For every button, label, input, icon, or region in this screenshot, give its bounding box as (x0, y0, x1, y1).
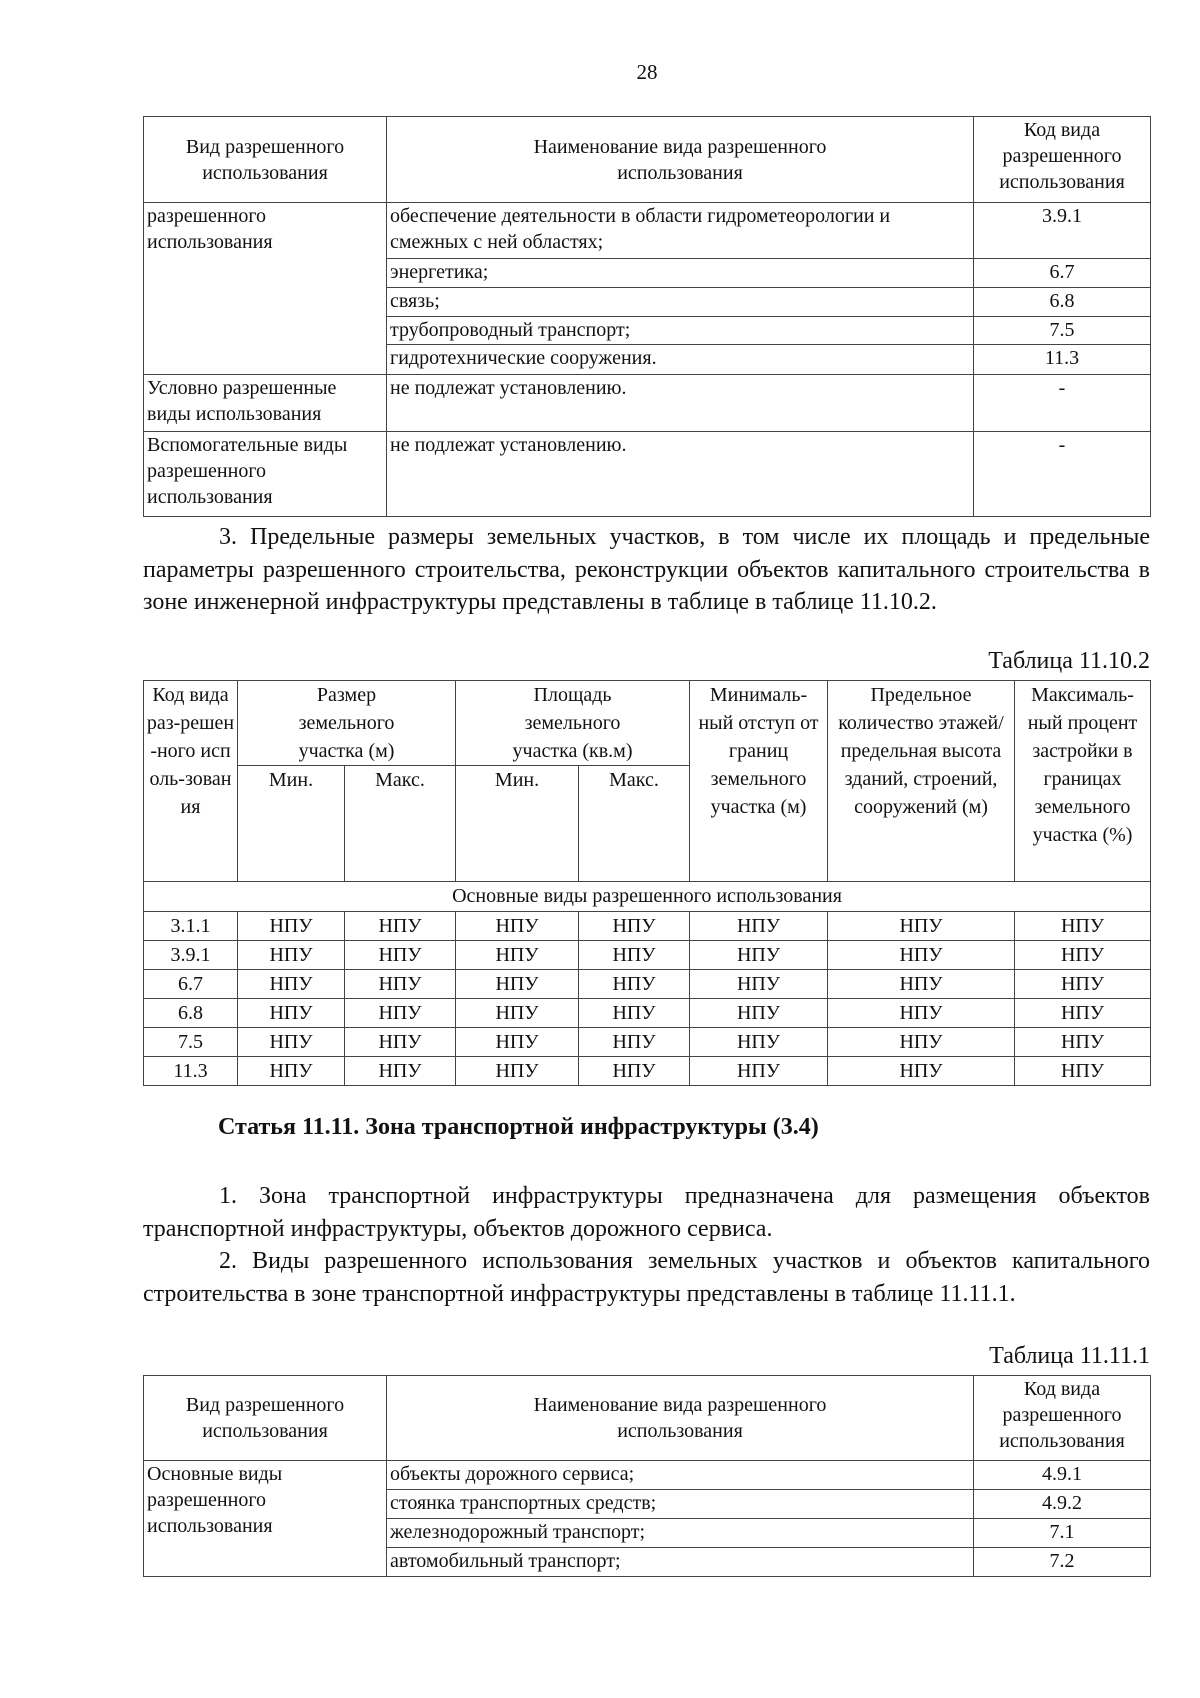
header-code: Код вида раз-решен-ного исполь-зования (144, 681, 238, 882)
cell-size-min: НПУ (238, 912, 345, 941)
table-row (144, 970, 1151, 999)
header-size: Размер земельного участка (м) (238, 681, 456, 766)
cell-setback: НПУ (690, 1028, 828, 1057)
cell-size-max: НПУ (345, 941, 456, 970)
header-setback: Минималь-ный отступ от границ земельного участка (м) (690, 681, 828, 882)
row-code: 7.1 (974, 1519, 1151, 1548)
cell-code: 3.9.1 (144, 941, 238, 970)
cell-code: 3.1.1 (144, 912, 238, 941)
cell-size-max: НПУ (345, 1057, 456, 1086)
row-code: 6.7 (974, 259, 1151, 288)
table-header-row (144, 117, 1151, 203)
row-label: Вспомогательные виды разрешенного использования (144, 432, 387, 517)
header-coverage: Максималь-ный процент застройки в границах земельного участка (%) (1015, 681, 1151, 882)
paragraph-3: 3. Предельные размеры земельных участков, в том числе их площадь и предельные параметры разрешенного строительства, реконструкции объектов капитального строительства в зоне инженерной инфраструктуры представлены в таблице в таблице 11.10.2. (143, 524, 1150, 616)
table-caption: Таблица 11.11.1 (989, 1343, 1150, 1369)
header-area-min: Мин. (456, 766, 579, 882)
table-row (144, 912, 1151, 941)
row-name: обеспечение деятельности в области гидрометеорологии и смежных с ней областях; (387, 203, 974, 259)
table-row (144, 203, 1151, 259)
row-name: стоянка транспортных средств; (387, 1490, 974, 1519)
cell-size-min: НПУ (238, 970, 345, 999)
table-row (144, 1461, 1151, 1490)
cell-setback: НПУ (690, 999, 828, 1028)
table-row (144, 1057, 1151, 1086)
cell-floors: НПУ (828, 999, 1015, 1028)
row-code: 4.9.1 (974, 1461, 1151, 1490)
cell-area-max: НПУ (579, 912, 690, 941)
row-name: трубопроводный транспорт; (387, 317, 974, 345)
row-label: Основные виды разрешенного использования (144, 1461, 387, 1577)
cell-floors: НПУ (828, 1057, 1015, 1086)
cell-area-min: НПУ (456, 999, 579, 1028)
row-name: автомобильный транспорт; (387, 1548, 974, 1577)
table3-body (144, 1461, 1151, 1577)
cell-area-max: НПУ (579, 1028, 690, 1057)
header-type: Вид разрешенного использования (144, 117, 387, 203)
cell-coverage: НПУ (1015, 999, 1151, 1028)
cell-coverage: НПУ (1015, 970, 1151, 999)
table2-body (144, 912, 1151, 1086)
cell-size-max: НПУ (345, 999, 456, 1028)
header-area: Площадь земельного участка (кв.м) (456, 681, 690, 766)
cell-area-max: НПУ (579, 999, 690, 1028)
header-type: Вид разрешенного использования (144, 1376, 387, 1461)
cell-setback: НПУ (690, 1057, 828, 1086)
cell-setback: НПУ (690, 941, 828, 970)
header-floors: Предельное количество этажей/ предельная высота зданий, строений, сооружений (м) (828, 681, 1015, 882)
table-row (144, 999, 1151, 1028)
cell-area-min: НПУ (456, 1028, 579, 1057)
row-name: гидротехнические сооружения. (387, 345, 974, 375)
cell-area-max: НПУ (579, 1057, 690, 1086)
cell-size-min: НПУ (238, 1028, 345, 1057)
cell-size-min: НПУ (238, 999, 345, 1028)
cell-coverage: НПУ (1015, 1057, 1151, 1086)
table-row (144, 1028, 1151, 1057)
header-size-min: Мин. (238, 766, 345, 882)
row-code: 11.3 (974, 345, 1151, 375)
cell-size-min: НПУ (238, 1057, 345, 1086)
table-11-10-2 (143, 680, 1151, 1086)
cell-code: 6.7 (144, 970, 238, 999)
row-code: 7.5 (974, 317, 1151, 345)
cell-floors: НПУ (828, 970, 1015, 999)
row-code: 4.9.2 (974, 1490, 1151, 1519)
cell-coverage: НПУ (1015, 1028, 1151, 1057)
cell-code: 6.8 (144, 999, 238, 1028)
cell-floors: НПУ (828, 941, 1015, 970)
row-name: не подлежат установлению. (387, 375, 974, 432)
header-name: Наименование вида разрешенного использования (387, 117, 974, 203)
cell-setback: НПУ (690, 970, 828, 999)
page-number: 28 (636, 60, 658, 84)
table-11-11-1 (143, 1375, 1151, 1577)
row-code: - (974, 375, 1151, 432)
cell-area-min: НПУ (456, 941, 579, 970)
table-caption: Таблица 11.10.2 (988, 648, 1150, 674)
row-name: железнодорожный транспорт; (387, 1519, 974, 1548)
row-name: не подлежат установлению. (387, 432, 974, 517)
cell-size-max: НПУ (345, 1028, 456, 1057)
cell-code: 11.3 (144, 1057, 238, 1086)
cell-setback: НПУ (690, 912, 828, 941)
cell-size-max: НПУ (345, 912, 456, 941)
cell-floors: НПУ (828, 912, 1015, 941)
article-paragraph-2: 2. Виды разрешенного использования земельных участков и объектов капитального строительства в зоне транспортной инфраструктуры представлены в таблице 11.11.1. (143, 1248, 1150, 1307)
row-label: Условно разрешенные виды использования (144, 375, 387, 432)
header-code: Код вида разрешенного использования (974, 117, 1151, 203)
cell-coverage: НПУ (1015, 912, 1151, 941)
header-size-max: Макс. (345, 766, 456, 882)
cell-coverage: НПУ (1015, 941, 1151, 970)
header-area-max: Макс. (579, 766, 690, 882)
row-name: энергетика; (387, 259, 974, 288)
row-name: объекты дорожного сервиса; (387, 1461, 974, 1490)
article-paragraph-1: 1. Зона транспортной инфраструктуры предназначена для размещения объектов транспортной инфраструктуры, объектов дорожного сервиса. (143, 1183, 1150, 1242)
row-code: 7.2 (974, 1548, 1151, 1577)
row-code: 3.9.1 (974, 203, 1151, 259)
cell-floors: НПУ (828, 1028, 1015, 1057)
cell-size-min: НПУ (238, 941, 345, 970)
row-label: разрешенного использования (144, 203, 387, 375)
cell-size-max: НПУ (345, 970, 456, 999)
header-name: Наименование вида разрешенного использования (387, 1376, 974, 1461)
header-code: Код вида разрешенного использования (974, 1376, 1151, 1461)
cell-area-min: НПУ (456, 970, 579, 999)
row-code: 6.8 (974, 288, 1151, 317)
cell-area-min: НПУ (456, 912, 579, 941)
table-row (144, 941, 1151, 970)
cell-area-max: НПУ (579, 970, 690, 999)
cell-area-max: НПУ (579, 941, 690, 970)
table-row (144, 375, 1151, 432)
table-11-10-1-continued (143, 116, 1151, 517)
table-row (144, 432, 1151, 517)
row-code: - (974, 432, 1151, 517)
cell-code: 7.5 (144, 1028, 238, 1057)
table1-group (144, 203, 1151, 375)
row-name: связь; (387, 288, 974, 317)
article-heading: Статья 11.11. Зона транспортной инфраструктуры (3.4) (218, 1114, 819, 1140)
cell-area-min: НПУ (456, 1057, 579, 1086)
section-row: Основные виды разрешенного использования (144, 882, 1151, 912)
